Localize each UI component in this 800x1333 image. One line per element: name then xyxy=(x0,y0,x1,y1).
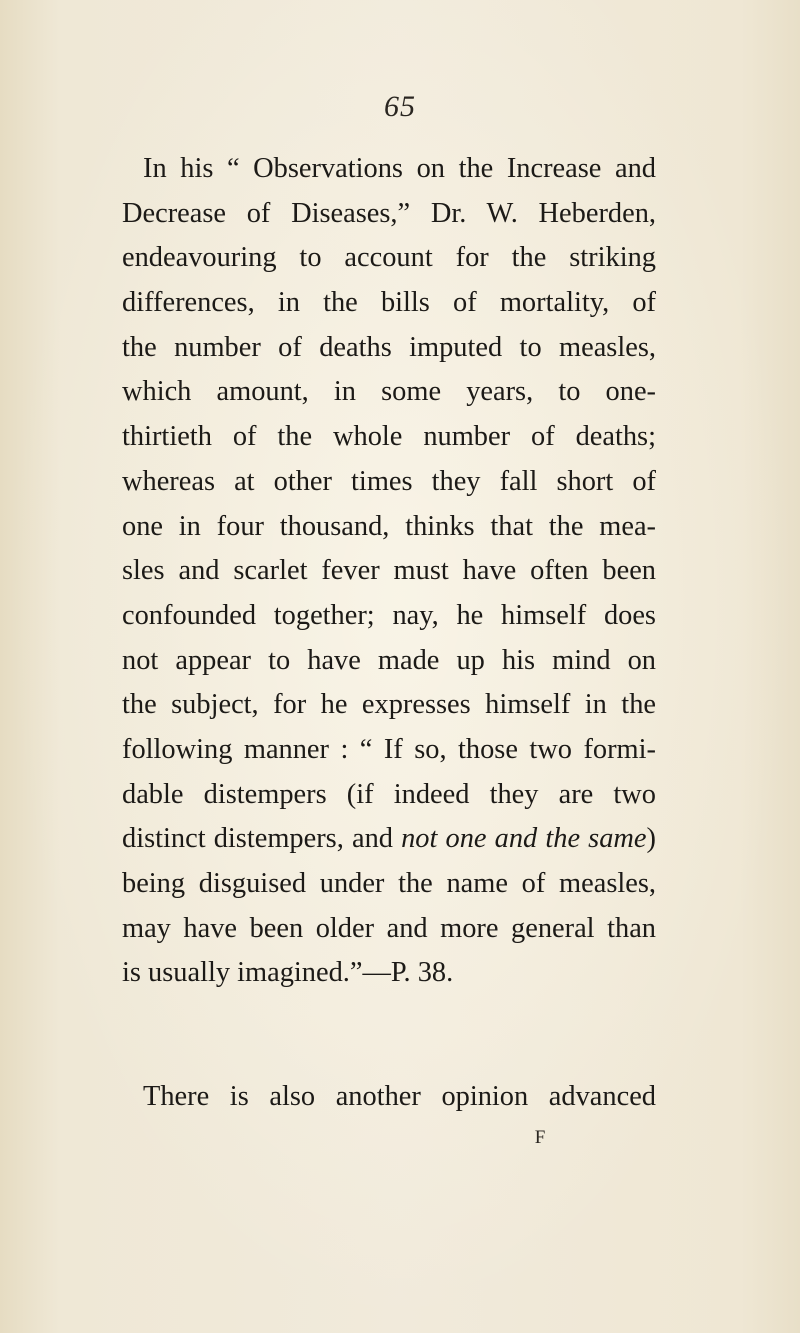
text-line: thirtieth of the whole number of deaths; xyxy=(122,421,656,453)
paragraph-2: There is also another opinion advanced xyxy=(143,1081,656,1112)
text-line: Decrease of Diseases,” Dr. W. Heberden, xyxy=(122,197,656,229)
text-line: may have been older and more general than xyxy=(122,912,656,944)
text-line: following manner : “ If so, those two formi- xyxy=(122,733,656,765)
text-line: one in four thousand, thinks that the mea- xyxy=(122,510,656,542)
text-segment: distinct distempers, and xyxy=(122,823,402,855)
text-line: differences, in the bills of mortality, of xyxy=(122,287,656,319)
text-line: sles and scarlet fever must have often been xyxy=(122,555,656,587)
text-line: In his “ Observations on the Increase and xyxy=(143,153,656,184)
text-line: not appear to have made up his mind on xyxy=(122,644,656,676)
paragraph-1 xyxy=(122,147,656,996)
text-line: which amount, in some years, to one- xyxy=(122,376,656,408)
show-through-text xyxy=(255,1040,262,1072)
text-segment: ) xyxy=(646,823,656,855)
text-line: being disguised under the name of measles, xyxy=(122,868,656,899)
page-number: 65 xyxy=(384,90,416,123)
text-line: the number of deaths imputed to measles, xyxy=(122,331,656,363)
text-line: whereas at other times they fall short of xyxy=(122,465,656,497)
italic-phrase: not one and the same xyxy=(401,823,647,855)
text-line: confounded together; nay, he himself does xyxy=(122,599,656,631)
text-line: endeavouring to account for the striking xyxy=(122,242,656,274)
text-line: dable distempers (if indeed they are two xyxy=(122,778,656,810)
text-line: the subject, for he expresses himself in the xyxy=(122,689,656,721)
text-line: is usually imagined.”—P. 38. xyxy=(122,957,454,989)
signature-mark: F xyxy=(534,1127,546,1148)
text-line-with-italic xyxy=(122,817,656,862)
